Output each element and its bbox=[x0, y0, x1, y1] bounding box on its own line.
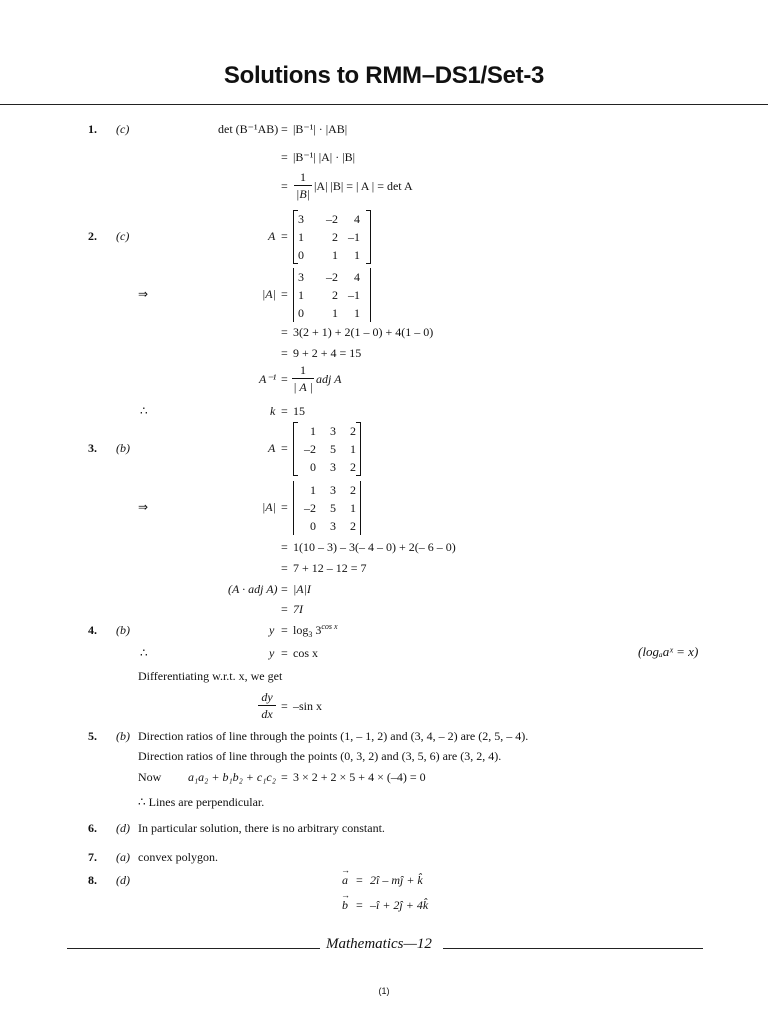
q4-y2: y bbox=[269, 646, 275, 660]
matrix-cell: 3 bbox=[330, 460, 336, 474]
q3-eq6: = bbox=[281, 602, 288, 616]
matrix-cell: 2 bbox=[350, 519, 356, 533]
q2-eq3: = bbox=[281, 325, 288, 339]
matrix-cell: 3 bbox=[330, 483, 336, 497]
q3-number: 3. bbox=[88, 441, 97, 455]
q1-step1: |B⁻¹| · |AB| bbox=[293, 122, 348, 136]
q3-eq3: = bbox=[281, 540, 288, 554]
q3-eq5: = bbox=[281, 582, 288, 596]
matrix-cell: 2 bbox=[350, 424, 356, 438]
q6-number: 6. bbox=[88, 821, 97, 835]
q1-frac-bar bbox=[294, 185, 312, 186]
matrix-row bbox=[298, 268, 366, 286]
q2-eq2: = bbox=[281, 287, 288, 301]
q4-therefore: ∴ bbox=[140, 646, 148, 660]
q2-matrix bbox=[293, 210, 371, 264]
matrix-row bbox=[298, 458, 356, 476]
q5-eq: = bbox=[281, 770, 288, 784]
matrix-cell: –1 bbox=[348, 288, 360, 302]
q1-fraction bbox=[294, 170, 312, 201]
q4-option: (b) bbox=[116, 623, 130, 637]
q3-adj-lhs: (A · adj A) bbox=[228, 582, 278, 596]
matrix-cell: 1 bbox=[332, 248, 338, 262]
footer-subject: Mathematics—12 bbox=[326, 936, 432, 952]
q4-deriv: –sin x bbox=[293, 699, 323, 713]
matrix-cell: 1 bbox=[298, 288, 304, 302]
q8-a-value: 2î – mĵ + k̂ bbox=[370, 873, 423, 887]
q6-option: (d) bbox=[116, 821, 130, 835]
matrix-cell: 3 bbox=[298, 270, 304, 284]
q2-matrix-name: A bbox=[268, 229, 276, 243]
q3-matrix-name: A bbox=[268, 441, 276, 455]
q3-implies: ⇒ bbox=[138, 500, 149, 514]
q1-lhs: det (B⁻¹AB) bbox=[218, 122, 279, 136]
q5-value: 3 × 2 + 2 × 5 + 4 × (–4) = 0 bbox=[293, 770, 426, 784]
q6-text: In particular solution, there is no arbitrary constant. bbox=[138, 821, 385, 835]
q7-option: (a) bbox=[116, 850, 130, 864]
matrix-cell: 0 bbox=[298, 306, 304, 320]
title-rule bbox=[0, 104, 768, 105]
q3-det-name: |A| bbox=[262, 500, 276, 514]
q8-eq1: = bbox=[356, 873, 363, 887]
matrix-cell: 1 bbox=[354, 248, 360, 262]
q1-number: 1. bbox=[88, 122, 97, 136]
matrix-cell: 1 bbox=[350, 442, 356, 456]
q3-eq4: = bbox=[281, 561, 288, 575]
matrix-cell: 4 bbox=[354, 270, 360, 284]
q2-eq5: = bbox=[281, 372, 288, 386]
matrix-row bbox=[298, 422, 356, 440]
matrix-cell: 1 bbox=[310, 424, 316, 438]
q7-text: convex polygon. bbox=[138, 850, 218, 864]
q3-determinant bbox=[293, 481, 361, 535]
page-number: (1) bbox=[378, 986, 390, 996]
q5-line1: Direction ratios of line through the points (1, – 1, 2) and (3, 4, – 2) are (2, 5, – 4). bbox=[138, 729, 529, 743]
matrix-cell: 2 bbox=[332, 230, 338, 244]
q1-eq1: = bbox=[281, 122, 288, 136]
matrix-cell: 1 bbox=[332, 306, 338, 320]
q4-cos: cos x bbox=[293, 646, 318, 660]
matrix-cell: 5 bbox=[330, 442, 336, 456]
q2-eq6: = bbox=[281, 404, 288, 418]
q2-eq4: = bbox=[281, 346, 288, 360]
matrix-row bbox=[298, 286, 366, 304]
matrix-cell: 2 bbox=[332, 288, 338, 302]
q4-log-base: 3 bbox=[308, 630, 313, 639]
q2-eq1: = bbox=[281, 229, 288, 243]
q2-step2: 9 + 2 + 4 = 15 bbox=[293, 346, 362, 360]
matrix-row bbox=[298, 304, 366, 322]
matrix-cell: 4 bbox=[354, 212, 360, 226]
q5-conclusion: ∴ Lines are perpendicular. bbox=[138, 795, 265, 809]
matrix-row bbox=[298, 440, 356, 458]
q4-log: log bbox=[293, 623, 309, 637]
matrix-row bbox=[298, 210, 366, 228]
q2-therefore: ∴ bbox=[140, 404, 148, 418]
footer-rule-left bbox=[67, 948, 320, 949]
q5-option: (b) bbox=[116, 729, 130, 743]
matrix-cell: –1 bbox=[348, 230, 360, 244]
matrix-cell: –2 bbox=[304, 442, 316, 456]
matrix-row bbox=[298, 517, 356, 535]
footer-rule-right bbox=[443, 948, 703, 949]
q8-a-name: a bbox=[342, 873, 348, 887]
q3-result2: 7I bbox=[293, 602, 303, 616]
q2-frac-num: 1 bbox=[300, 363, 306, 377]
q4-eq1: = bbox=[281, 623, 288, 637]
q4-y: y bbox=[269, 623, 275, 637]
vector-arrow-icon: → bbox=[341, 865, 350, 875]
q5-now: Now bbox=[138, 770, 162, 784]
q3-step1: 1(10 – 3) – 3(– 4 – 0) + 2(– 6 – 0) bbox=[293, 540, 456, 554]
q1-frac-den: |B| bbox=[296, 187, 310, 201]
q8-option: (d) bbox=[116, 873, 130, 887]
q4-eq2: = bbox=[281, 646, 288, 660]
q5-line2: Direction ratios of line through the points (0, 3, 2) and (3, 5, 6) are (3, 2, 4). bbox=[138, 749, 502, 763]
q8-b-name: b bbox=[342, 898, 348, 912]
q2-step1: 3(2 + 1) + 2(1 – 0) + 4(1 – 0) bbox=[293, 325, 434, 339]
matrix-cell: –2 bbox=[326, 212, 338, 226]
q4-frac-bar bbox=[258, 705, 276, 706]
q1-step3: |A| |B| = | A | = det A bbox=[314, 179, 413, 193]
q2-option: (c) bbox=[116, 229, 130, 243]
q1-frac-num: 1 bbox=[300, 170, 306, 184]
q1-eq2: = bbox=[281, 150, 288, 164]
q4-number: 4. bbox=[88, 623, 97, 637]
q2-implies: ⇒ bbox=[138, 287, 149, 301]
q5-number: 5. bbox=[88, 729, 97, 743]
q4-diff-text: Differentiating w.r.t. x, we get bbox=[138, 669, 283, 683]
q4-derivative-fraction bbox=[258, 690, 276, 721]
q5-expr: a₁a₂ + b₁b₂ + c₁c₂ bbox=[188, 770, 276, 784]
matrix-row bbox=[298, 228, 366, 246]
matrix-cell: 0 bbox=[298, 248, 304, 262]
matrix-cell: 1 bbox=[298, 230, 304, 244]
matrix-cell: 3 bbox=[330, 424, 336, 438]
q4-log-expr bbox=[293, 623, 338, 637]
matrix-row bbox=[298, 499, 356, 517]
q2-fraction bbox=[292, 363, 314, 394]
matrix-cell: 1 bbox=[354, 306, 360, 320]
q2-k: k bbox=[270, 404, 276, 418]
q3-matrix bbox=[293, 422, 361, 476]
q4-pow-exp: cos x bbox=[321, 622, 338, 631]
matrix-cell: 2 bbox=[350, 460, 356, 474]
q7-number: 7. bbox=[88, 850, 97, 864]
q4-dy: dy bbox=[261, 690, 273, 704]
matrix-cell: 1 bbox=[350, 501, 356, 515]
matrix-cell: 1 bbox=[310, 483, 316, 497]
matrix-cell: –2 bbox=[304, 501, 316, 515]
matrix-cell: 5 bbox=[330, 501, 336, 515]
q1-eq3: = bbox=[281, 179, 288, 193]
vector-arrow-icon: → bbox=[341, 890, 350, 900]
q4-pow-base: 3 bbox=[315, 623, 322, 637]
q2-number: 2. bbox=[88, 229, 97, 243]
q3-eq1: = bbox=[281, 441, 288, 455]
q3-step2: 7 + 12 – 12 = 7 bbox=[293, 561, 367, 575]
q2-k-value: 15 bbox=[293, 404, 305, 418]
matrix-cell: 0 bbox=[310, 519, 316, 533]
q4-note: (logₐaˣ = x) bbox=[638, 644, 699, 659]
q3-option: (b) bbox=[116, 441, 130, 455]
q1-step2: |B⁻¹| |A| · |B| bbox=[293, 150, 356, 164]
q4-dx: dx bbox=[261, 707, 273, 721]
q3-result1: |A|I bbox=[293, 582, 311, 596]
q4-eq3: = bbox=[281, 699, 288, 713]
q8-eq2: = bbox=[356, 898, 363, 912]
q2-determinant bbox=[293, 268, 371, 322]
page-title: Solutions to RMM–DS1/Set-3 bbox=[223, 62, 545, 89]
matrix-cell: –2 bbox=[326, 270, 338, 284]
matrix-cell: 2 bbox=[350, 483, 356, 497]
matrix-row bbox=[298, 246, 366, 264]
q2-adj: adj A bbox=[316, 372, 342, 386]
q2-frac-den: | A | bbox=[293, 380, 313, 394]
q1-option: (c) bbox=[116, 122, 130, 136]
q8-b-value: –î + 2ĵ + 4k̂ bbox=[370, 898, 429, 912]
matrix-cell: 3 bbox=[298, 212, 304, 226]
matrix-row bbox=[298, 481, 356, 499]
matrix-cell: 3 bbox=[330, 519, 336, 533]
q2-det-name: |A| bbox=[262, 287, 276, 301]
q2-inverse: A⁻¹ bbox=[259, 372, 277, 386]
q2-frac-bar bbox=[292, 378, 314, 379]
q8-number: 8. bbox=[88, 873, 97, 887]
q3-eq2: = bbox=[281, 500, 288, 514]
matrix-cell: 0 bbox=[310, 460, 316, 474]
